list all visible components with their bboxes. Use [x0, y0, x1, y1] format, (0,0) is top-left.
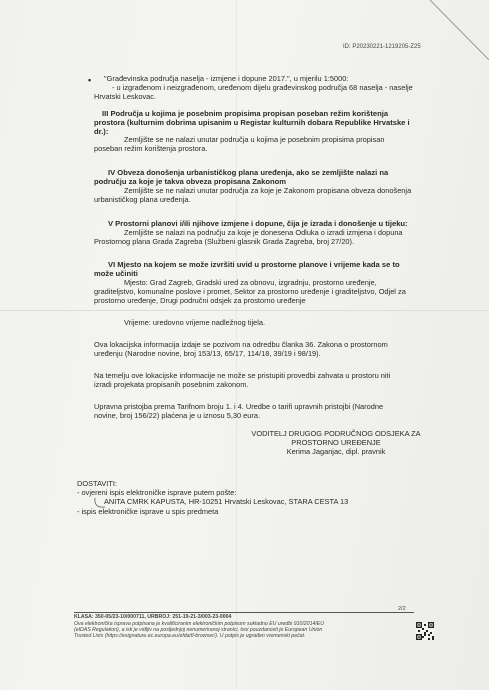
paragraph: Na temelju ove lokacijske informacije ne može se pristupiti provedbi zahvata u prostoru niti [94, 371, 391, 380]
bullet-line: - u izgrađenom i neizgrađenom, uređenom dijelu građevinskog područja 68 naselja - naselje [112, 83, 413, 92]
section-heading: V Prostorni planovi i/ili njihove izmjene i dopune, čija je izrada i donošenje u tijeku: [108, 219, 408, 228]
paragraph: Mjesto: Grad Zagreb, Gradski ured za obnovu, izgradnju, prostorno uređenje, [124, 278, 377, 287]
section-heading: području za koje je takva obveza propisana Zakonom [94, 177, 287, 186]
page-corner-fold [430, 0, 489, 60]
delivery-recipient: ANITA CMRK KAPUSTA, HR-10251 Hrvatski Leskovac, STARA CESTA 13 [104, 497, 349, 506]
signatory-title: VODITELJ DRUGOG PODRUČNOG ODSJEKA ZA [251, 429, 421, 438]
page-number: 2/2 [398, 606, 406, 612]
delivery-heading: DOSTAVITI: [77, 479, 117, 488]
bullet-marker: • [88, 75, 92, 85]
paragraph: poseban režim korištenja prostora. [94, 144, 208, 153]
fold-crease [0, 310, 489, 311]
section-heading: VI Mjesto na kojem se može izvršiti uvid u prostorne planove i vrijeme kada se to [108, 260, 400, 269]
paragraph: graditeljstvo, komunalne poslove i promet, Sektor za prostorno uređenje i graditeljstvo, Odjel za [94, 287, 406, 296]
section-heading: prostora (kulturnim dobrima upisanim u Registar kulturnih dobara Republike Hrvatske i [94, 118, 410, 127]
section-heading: IV Obveza donošenja urbanističkog plana uređenja, ako se zemljište nalazi na [108, 168, 389, 177]
paragraph: Ova lokacijska informacija izdaje se pozivom na odredbu članka 36. Zakona o prostornom [94, 340, 388, 349]
signatory-name: Kerima Jaganjac, dipl. pravnik [286, 447, 386, 456]
document-id: ID: P20230221-1219205-Z25 [343, 44, 421, 50]
paragraph: Upravna pristojba prema Tarifnom broju 1. i 4. Uredbe o tarifi upravnih pristojbi (Narodne [94, 402, 384, 411]
footer-note: Trusted Lists (https://esignature.ec.europa.eu/efda/tl-browser/). U potpis je ugrađen vremenski pečat. [74, 633, 306, 639]
paragraph: Zemljište se ne nalazi unutar područja za koje je Zakonom propisana obveza donošenja [124, 186, 412, 195]
section-heading: može učiniti [94, 269, 138, 278]
paragraph: Zemljište se ne nalazi unutar područja u kojima je posebnim propisima propisan [124, 135, 385, 144]
paragraph: urbanističkog plana uređenja. [94, 195, 191, 204]
paragraph: prostorno uređenje, Drugi područni odsjek za prostorno uređenje [94, 296, 306, 305]
paragraph: uređenju (Narodne novine, broj 153/13, 65/17, 114/18, 39/19 i 98/19). [94, 349, 321, 358]
paragraph: Prostornog plana Grada Zagreba (Službeni glasnik Grada Zagreba, broj 27/20). [94, 237, 355, 246]
section-heading: III Područja u kojima je posebnim propisima propisan poseban režim korištenja [102, 109, 389, 118]
paragraph: Vrijeme: uredovno vrijeme nadležnog tijela. [124, 318, 266, 327]
paragraph: izradi projekata propisanih posebnim zakonom. [94, 380, 249, 389]
footer-class: KLASA: 350-05/23-10/000711, URBROJ: 251-19-21-3/003-23-0004 [74, 614, 232, 620]
delivery-item: - ovjereni ispis elektroničke isprave putem pošte: [77, 488, 237, 497]
footer-note: Ova elektronička isprava potpisana je kvalificiranim elektroničkim potpisom sukladno EU uredbi 910/2014/EU [74, 621, 324, 627]
paragraph: Zemljište se nalazi na području za koje je donesena Odluka o izradi izmjena i dopuna [124, 228, 403, 237]
paragraph: novine, broj 156/22) plaćena je u iznosu 5,30 eura. [94, 411, 260, 420]
signatory-title: PROSTORNO UREĐENJE [291, 438, 381, 447]
bullet-title: "Građevinska područja naselja - izmjene i dopune 2017.", u mjerilu 1:5000: [104, 74, 349, 83]
footer-rule [74, 612, 414, 613]
section-heading: dr.): [94, 127, 109, 136]
footer-note: (eIDAS Regulation), a isti je vidljiv na posljednjoj nenumeriranoj stranici, tvoi pouzdanosti je European Union [74, 627, 323, 633]
bullet-line: Hrvatski Leskovac. [94, 92, 157, 101]
qr-code [416, 622, 434, 640]
delivery-item: - ispis elektroničke isprave u spis predmeta [77, 507, 219, 516]
